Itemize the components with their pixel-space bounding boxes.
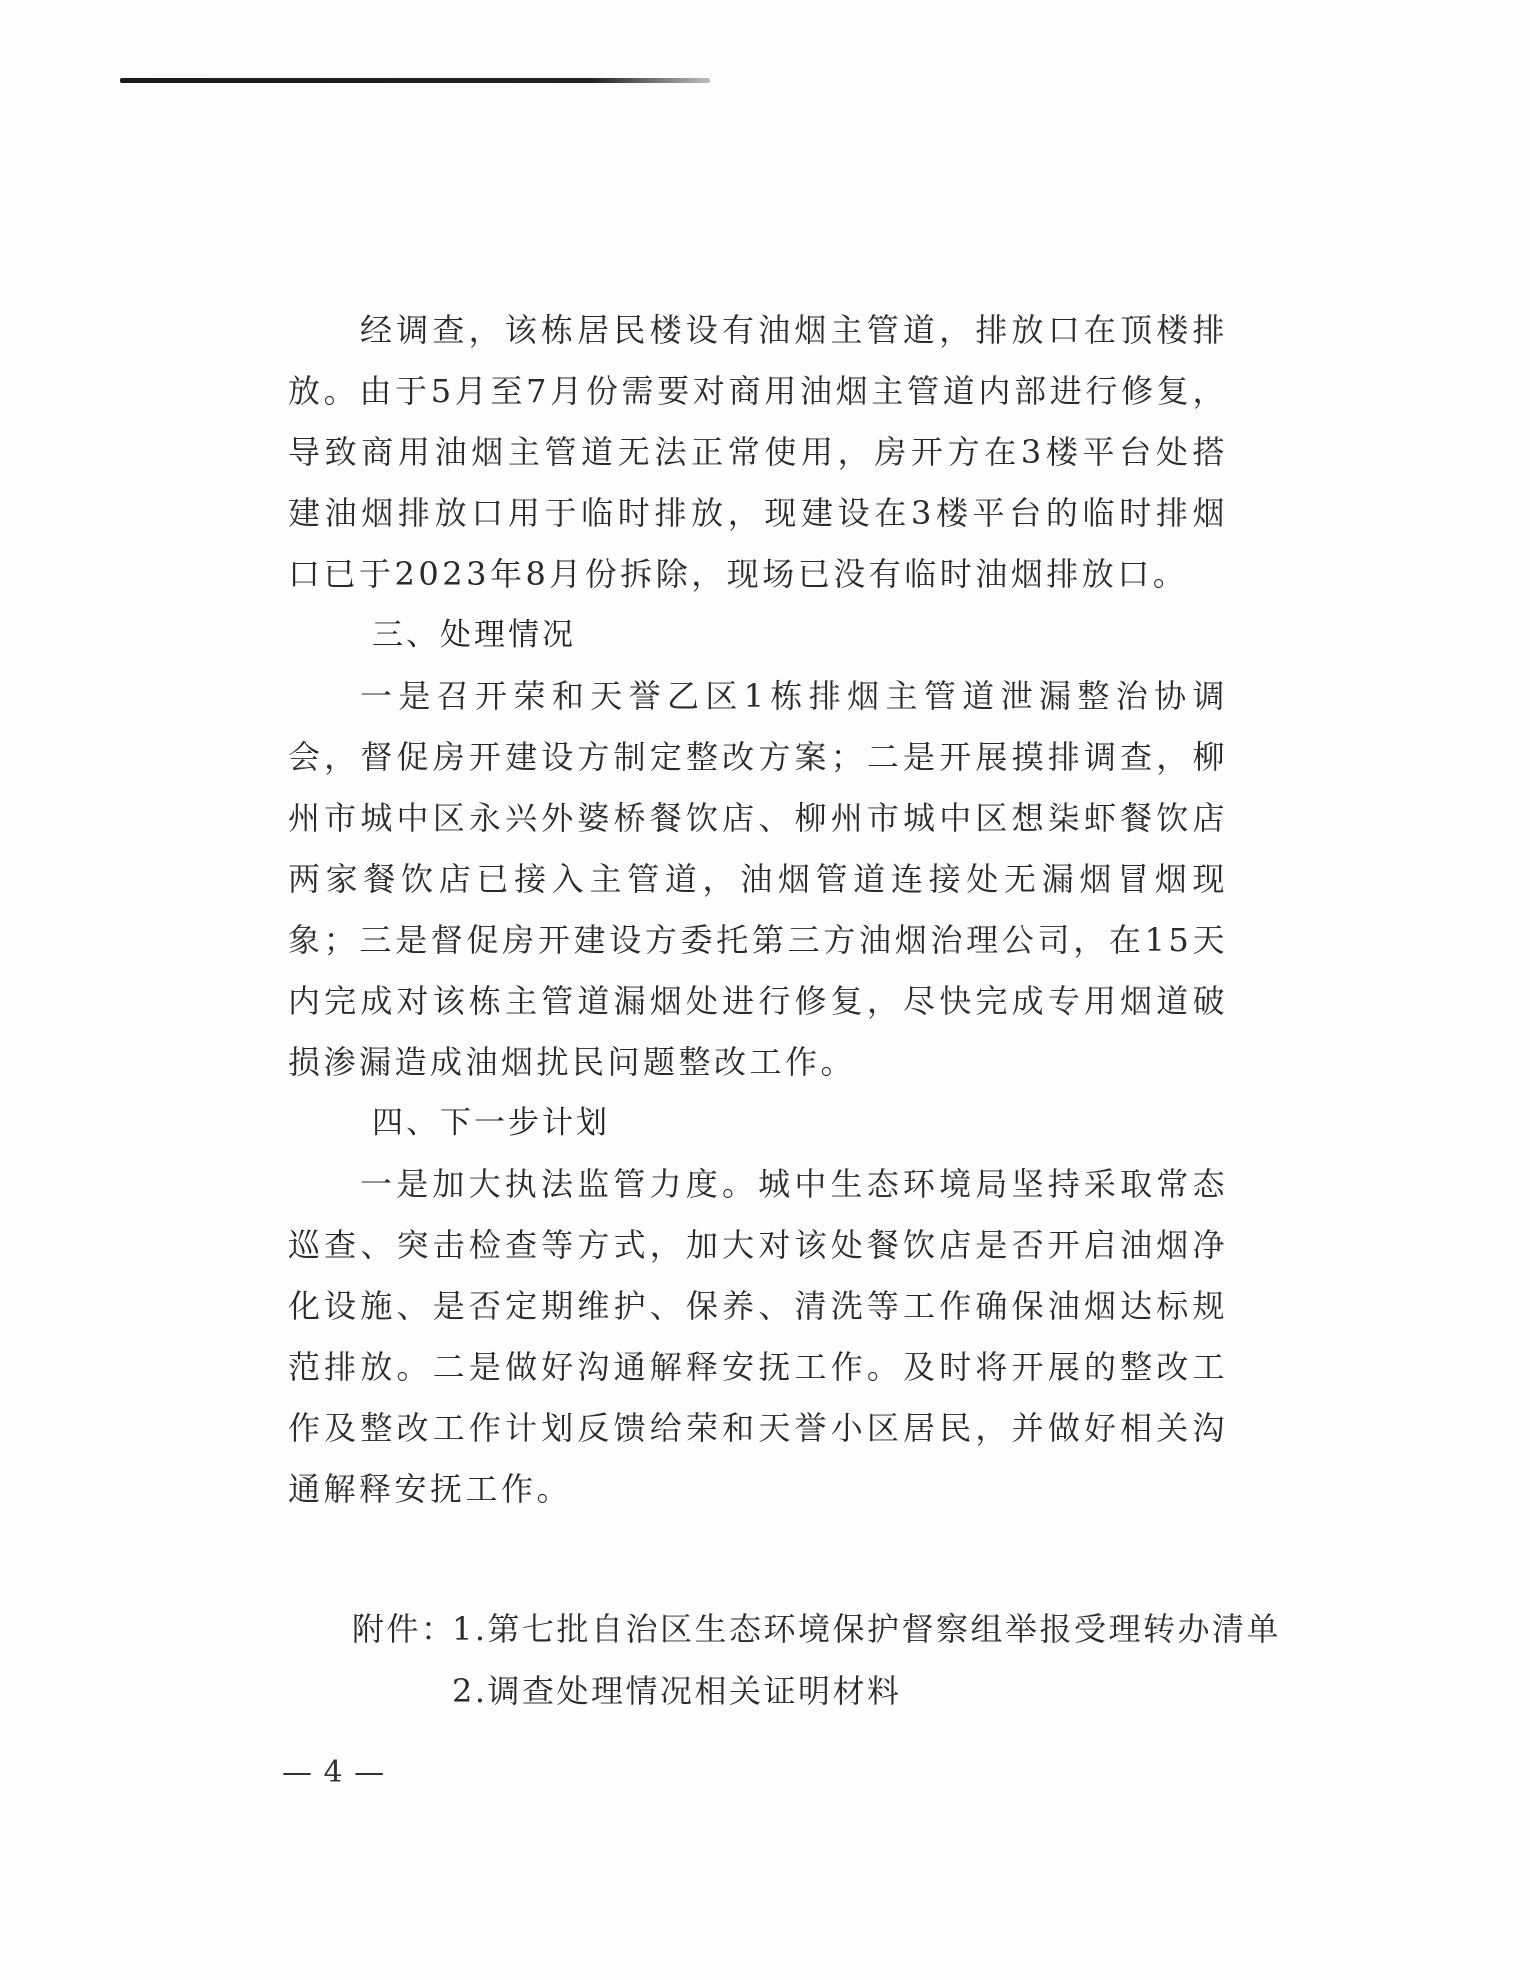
paragraph-handling: 一是召开荣和天誉乙区1栋排烟主管道泄漏整治协调会，督促房开建设方制定整改方案；二是开展摸排调查，柳州市城中区永兴外婆桥餐饮店、柳州市城中区想柒虾餐饮店两家餐饮店已接入主管道，油烟管道连接处无漏烟冒烟现象；三是督促房开建设方委托第三方油烟治理公司，在15天内完成对该栋主管道漏烟处进行修复，尽快完成专用烟道破损渗漏造成油烟扰民问题整改工作。 [288,677,1228,1081]
attachments-label: 附件： [352,1610,456,1648]
heading-handling: 三、处理情况 [372,617,576,653]
attachment-item: 1.第七批自治区生态环境保护督察组举报受理转办清单 [452,1610,1282,1648]
paragraph-investigation: 经调查，该栋居民楼设有油烟主管道，排放口在顶楼排放。由于5月至7月份需要对商用油烟主管道内部进行修复，导致商用油烟主管道无法正常使用，房开方在3楼平台处搭建油烟排放口用于临时排放，现建设在3楼平台的临时排烟口已于2023年8月份拆除，现场已没有临时油烟排放口。 [288,311,1228,593]
attachments-list [352,1598,1281,1722]
paragraph-next-steps: 一是加大执法监管力度。城中生态环境局坚持采取常态巡查、突击检查等方式，加大对该处餐饮店是否开启油烟净化设施、是否定期维护、保养、清洗等工作确保油烟达标规范排放。二是做好沟通解释安抚工作。及时将开展的整改工作及整改工作计划反馈给荣和天誉小区居民，并做好相关沟通解释安抚工作。 [288,1165,1228,1508]
page-number: — 4 — [282,1755,386,1790]
attachment-row [352,1598,1281,1660]
heading-next-steps: 四、下一步计划 [372,1105,610,1141]
header-rule [120,78,710,83]
attachment-item: 2.调查处理情况相关证明材料 [452,1672,902,1710]
attachment-row [352,1660,1281,1722]
document-body [288,300,1228,1520]
